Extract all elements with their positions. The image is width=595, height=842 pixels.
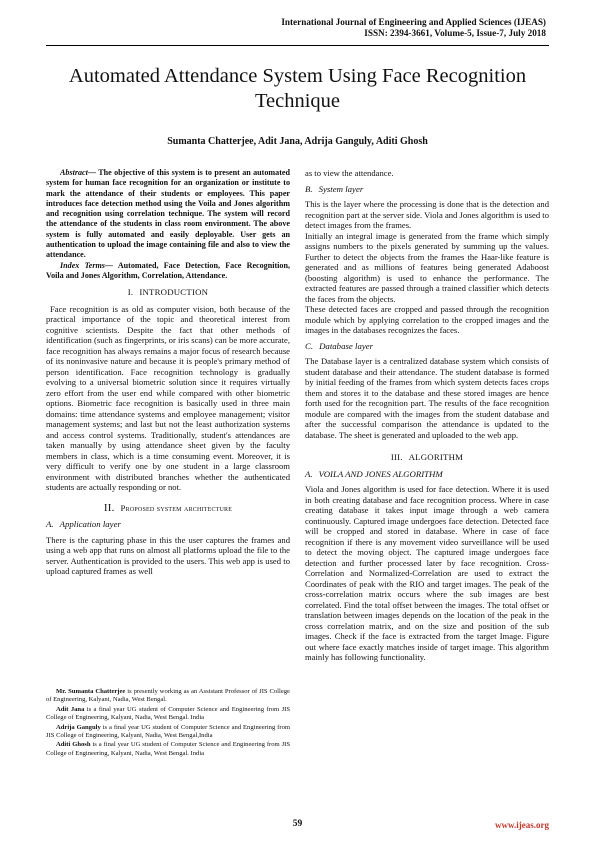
subsection-title: System layer xyxy=(318,183,364,194)
application-layer-text: There is the capturing phase in this the user captures the frames and using a web app that runs on almost all platforms upload the file to the server. Authentication is provided to the users. This web app is used to upload captured frames as well xyxy=(46,534,290,577)
database-layer-text: The Database layer is a centralized database system which consists of student database and their attendance. The student database is formed by initial feeding of the frames from which system detects faces crops them and stores it to the database and these stored images are hence forth used for the recognition part. The results of the face recognition module are compared with the images from the student database and after the successful comparison the attendance is updated to the database. The sheet is generated and uploaded to the web app. xyxy=(305,356,549,440)
system-layer-paragraph-3: These detected faces are cropped and passed through the recognition module which by applying correlation to the cropped images and the images in the databases recognizes the faces. xyxy=(305,304,549,335)
index-terms-label: Index Terms— xyxy=(60,260,114,270)
index-terms xyxy=(46,261,290,282)
subsection-heading-application-layer xyxy=(46,519,290,530)
system-layer-paragraph-2: Initially an integral image is generated from the frame which simply assigns numbers to the pixels generated by summing up the values. Further to detect the objects from the frames the Haar-like feature is generated and as millions of features being generated Adaboost (boosting algorithm) is used to enhance the performance. The extracted features are passed through a trained classifier which detects the faces from the objects. xyxy=(305,230,549,304)
subsection-heading-system-layer xyxy=(305,184,549,195)
section-title: ALGORITHM xyxy=(408,452,464,462)
abstract-text: The objective of this system is to present an automated system for human face recognition for an organization or institute to mark the attendance of their students or employees. This paper introduces face detection method using the Voila and Jones algorithm and recognition using correlation technique. The system will record the attendance of the students in class room environment. The above system is fully automated and easily deployable. User gets an authentication to upload the image containing file and also to view the attendance. xyxy=(46,168,290,260)
subsection-title: Application layer xyxy=(59,519,121,530)
viola-jones-text: Viola and Jones algorithm is used for face detection. Where it is used in both creating database and face recognition process. Where in case creating database it takes input image through a web camera continuously. Captured image undergoes face detection. Detected face will be cropped and stored in database. Where in case of face recognition if there is any movement video surveillance will be used to detect the moving object. The captured image undergoes face detection and further processed later by face recognition. Cross-Correlation and Normalized-Correlation are used to extract the Coordinates of peak with the RIO and target images. The peak of the cross-correlation matrix occurs where the sub images are best correlated. Find the total offset between the images. The total offset or translation between images depends on the location of the peak in the cross correlation matrix, and on the size and position of the sub images. Check if the face is extracted from the target Image. Figure out where face exactly matches inside of target image. This algorithm mainly has following functionality. xyxy=(305,484,549,662)
section-number: II. xyxy=(103,501,115,514)
footnote-author: Mr. Sumanta Chatterjee xyxy=(56,688,126,695)
section-number: III. xyxy=(390,452,403,462)
section-title: Proposed system architecture xyxy=(120,502,233,513)
section-heading-algorithm xyxy=(305,452,549,463)
footnote-text: is a final year UG student of Computer Science and Engineering from JIS College of Engineering, Kalyani, Nadia, West Bengal. India xyxy=(46,741,290,757)
header-divider xyxy=(46,45,549,46)
section-heading-proposed xyxy=(46,503,290,514)
footnote-text: is presently working as an Assistant Professor of JIS College of Engineering, Kalyani, Nadia, West Bengal. xyxy=(46,688,290,704)
index-terms-text: Automated, Face Detection, Face Recognition, Voila and Jones Algorithm, Correlation, Attendance. xyxy=(46,260,290,280)
subsection-heading-viola-jones xyxy=(305,469,549,480)
subsection-title: VOILA AND JONES ALGORITHM xyxy=(318,468,443,479)
subsection-title: Database layer xyxy=(319,340,374,351)
system-layer-paragraph-1: This is the layer where the processing is done that is the detection and recognition part at the server side. Viola and Jones algorithm is used to detect images from the frames. xyxy=(305,199,549,230)
journal-header xyxy=(281,17,546,39)
left-column xyxy=(46,168,290,577)
footnote-author: Adit Jana xyxy=(56,705,85,713)
section-number: I. xyxy=(127,287,134,298)
footnote-text: is a final year UG student of Computer Science and Engineering from JIS College of Engineering, Kalyani, Nadia, West Bengal,India xyxy=(46,723,290,740)
subsection-label: B. xyxy=(305,183,313,194)
footnote-text: is a final year UG student of Computer Science and Engineering from JIS College of Engineering, Kalyani, Nadia, West Bengal. India xyxy=(46,705,290,722)
introduction-text: Face recognition is as old as computer vision, both because of the practical importance of the topic and theoretical interest from cognitive scientists. Despite the fact that other methods of identification (such as fingerprints, or iris scans) can be more accurate, face recognition has always remains a major focus of research because of its noninvasive nature and because it is people's primary method of person identification. Face recognition technology is gradually evolving to a universal biometric solution since it requires virtually zero effort from the user end while compared with other biometric options. Biometric face recognition is basically used in three main domains: time attendance systems and employee management; visitor management systems; and last but not the least authorization systems and access control systems. Traditionally, student's attendances are taken manually by using attendance sheet given by the faculty members in class, which is a time consuming event. Moreover, it is very difficult to verify one by one student in a large classroom environment with distributed branches whether the authenticated students are actually responding or not. xyxy=(46,303,290,493)
section-heading-introduction xyxy=(46,287,290,298)
footnote xyxy=(46,741,290,758)
subsection-heading-database-layer xyxy=(305,341,549,352)
page-number: 59 xyxy=(292,819,303,829)
application-layer-continued: as to view the attendance. xyxy=(305,168,394,178)
author-footnotes xyxy=(46,688,290,759)
subsection-label: A. xyxy=(305,468,313,479)
journal-website-link[interactable]: www.ijeas.org xyxy=(495,820,549,830)
journal-name: International Journal of Engineering and Applied Sciences (IJEAS) xyxy=(281,17,546,27)
author-list: Sumanta Chatterjee, Adit Jana, Adrija Ganguly, Aditi Ghosh xyxy=(167,136,428,147)
subsection-label: C. xyxy=(305,340,314,351)
footnote xyxy=(46,724,290,741)
right-column xyxy=(305,168,549,663)
paper-title: Automated Attendance System Using Face Recognition Technique xyxy=(68,65,527,112)
journal-issn: ISSN: 2394-3661, Volume-5, Issue-7, July 2018 xyxy=(364,28,546,38)
footnote xyxy=(46,688,290,705)
abstract-label: Abstract— xyxy=(60,168,96,177)
abstract xyxy=(46,168,290,261)
footnote xyxy=(46,706,290,723)
section-title: INTRODUCTION xyxy=(139,287,209,298)
subsection-label: A. xyxy=(46,519,54,530)
footnote-author: Adrija Ganguly xyxy=(56,723,101,731)
footnote-author: Aditi Ghosh xyxy=(56,741,91,749)
